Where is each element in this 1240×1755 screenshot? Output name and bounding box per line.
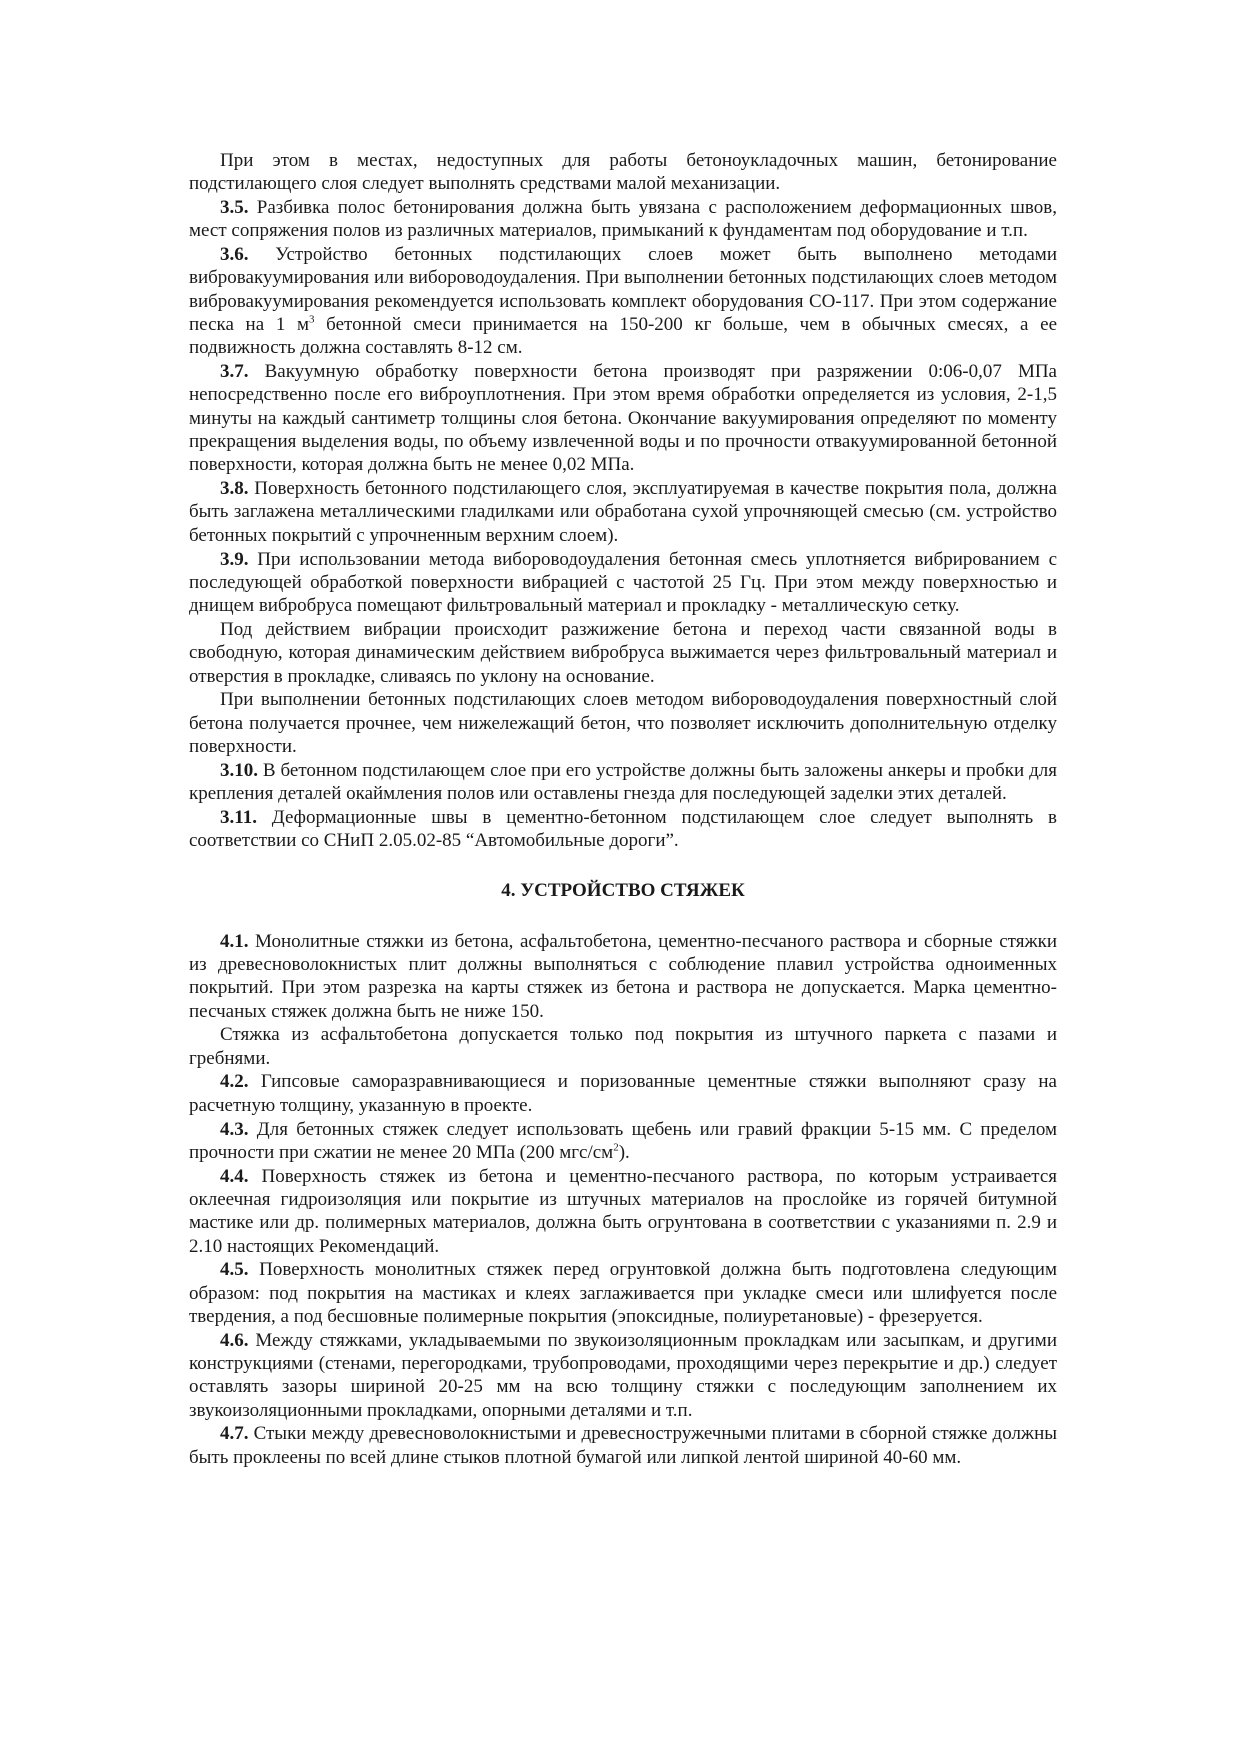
clause-text: Поверхность монолитных стяжек перед огрунтовкой должна быть подготовлена следующим образом: под покрытия на мастиках и клеях заглаживается при укладке смеси или шлифуется после твердения, а под бесшовные полимерные покрытия (эпоксидные, полиуретановые) - фрезеруется.	[189, 1259, 1057, 1327]
clause-3-7	[189, 360, 1057, 476]
clause-text: В бетонном подстилающем слое при его устройстве должны быть заложены анкеры и пробки для крепления деталей окаймления полов или оставлены гнезда для последующей заделки этих деталей.	[189, 759, 1057, 805]
clause-text: Устройство бетонных подстилающих слоев может быть выполнено методами вибровакуумирования или вибороводоудаления. При выполнении бетонных подстилающих слоев методом вибровакуумирования рекомендуется использовать комплект оборудования СО-117. При этом содержание песка на 1 м	[189, 244, 1057, 336]
clause-4-6	[189, 1329, 1057, 1422]
clause-3-5	[189, 196, 1057, 243]
clause-text: Для бетонных стяжек следует использовать щебень или гравий фракции 5-15 мм. С пределом прочности при сжатии не менее 20 МПа (200 мгс/см	[189, 1118, 1057, 1163]
clause-number: 4.7.	[220, 1423, 249, 1445]
clause-4-1	[189, 930, 1057, 1023]
clause-4-3	[189, 1118, 1057, 1165]
clause-text: Поверхность бетонного подстилающего слоя, эксплуатируемая в качестве покрытия пола, должна быть заглажена металлическими гладилками или обработана сухой упрочняющей смесью (см. устройство бетонных покрытий с упрочненным верхним слоем).	[189, 478, 1057, 546]
clause-number: 4.6.	[220, 1329, 249, 1351]
clause-text: Стыки между древесноволокнистыми и древесностружечными плитами в сборной стяжке должны быть проклеены по всей длине стыков плотной бумагой или липкой лентой шириной 40-60 мм.	[189, 1423, 1057, 1468]
clause-4-2	[189, 1070, 1057, 1117]
paragraph	[189, 149, 1057, 196]
clause-number: 4.2.	[220, 1071, 249, 1093]
clause-text: Деформационные швы в цементно-бетонном подстилающем слое следует выполнять в соответствии со СНиП 2.05.02-85 “Автомобильные дороги”.	[189, 806, 1057, 852]
clause-number: 3.6.	[220, 244, 249, 266]
clause-number: 3.9.	[220, 548, 249, 570]
clause-text: Разбивка полос бетонирования должна быть увязана с расположением деформационных швов, мест сопряжения полов из различных материалов, примыканий к фундаментам под оборудование и т.п.	[189, 197, 1057, 242]
clause-number: 3.8.	[220, 478, 249, 500]
clause-4-7	[189, 1422, 1057, 1469]
clause-number: 3.10.	[220, 759, 258, 781]
paragraph-text: При этом в местах, недоступных для работы бетоноукладочных машин, бетонирование подстилающего слоя следует выполнять средствами малой механизации.	[189, 150, 1057, 195]
clause-text: Поверхность стяжек из бетона и цементно-песчаного раствора, по которым устраивается оклеечная гидроизоляция или покрытие из штучных материалов на прослойке из горячей битумной мастике или др. полимерных материалов, должна быть огрунтована в соответствии с указаниями п. 2.9 и 2.10 настоящих Рекомендаций.	[189, 1165, 1057, 1257]
clause-number: 4.1.	[220, 930, 249, 952]
superscript: 2	[613, 1141, 619, 1154]
clause-number: 3.5.	[220, 197, 249, 219]
clause-3-9	[189, 548, 1057, 618]
clause-text: Монолитные стяжки из бетона, асфальтобетона, цементно-песчаного раствора и сборные стяжки из древесноволокнистых плит должны выполняться с соблюдение плавил устройства одноименных покрытий. При этом разрезка на карты стяжек из бетона и раствора не допускается. Марка цементно-песчаных стяжек должна быть не ниже 150.	[189, 930, 1057, 1022]
clause-number: 4.5.	[220, 1259, 249, 1281]
paragraph-text: Под действием вибрации происходит разжижение бетона и переход части связанной воды в свободную, которая динамическим действием вибробруса выжимается через фильтровальный материал и отверстия в прокладке, сливаясь по уклону на основание.	[189, 618, 1057, 687]
superscript: 3	[309, 313, 315, 326]
clause-number: 4.4.	[220, 1165, 249, 1187]
clause-3-6	[189, 243, 1057, 359]
clause-4-4	[189, 1165, 1057, 1258]
clause-3-10	[189, 759, 1057, 806]
paragraph	[189, 1023, 1057, 1070]
paragraph-text: Стяжка из асфальтобетона допускается только под покрытия из штучного паркета с пазами и гребнями.	[189, 1024, 1057, 1069]
paragraph-text: При выполнении бетонных подстилающих слоев методом вибороводоудаления поверхностный слой бетона получается прочнее, чем нижележащий бетон, что позволяет исключить дополнительную отделку поверхности.	[189, 689, 1057, 757]
section-heading: 4. УСТРОЙСТВО СТЯЖЕК	[501, 880, 745, 902]
clause-text-cont: ).	[618, 1141, 630, 1163]
clause-4-5	[189, 1258, 1057, 1328]
clause-3-8	[189, 477, 1057, 547]
paragraph	[189, 618, 1057, 688]
clause-text: При использовании метода вибороводоудаления бетонная смесь уплотняется вибрированием с последующей обработкой поверхности вибрацией с частотой 25 Гц. При этом между поверхностью и днищем вибробруса помещают фильтровальный материал и прокладку - металлическую сетку.	[189, 548, 1057, 617]
clause-text: Вакуумную обработку поверхности бетона производят при разряжении 0:06-0,07 МПа непосредственно после его виброуплотнения. При этом время обработки определяется из условия, 2-1,5 минуты на каждый сантиметр толщины слоя бетона. Окончание вакуумирования определяют по моменту прекращения выделения воды, по объему извлеченной воды и по прочности отвакуумированной бетонной поверхности, которая должна быть не менее 0,02 МПа.	[189, 361, 1057, 476]
clause-3-11	[189, 806, 1057, 853]
clause-number: 3.7.	[220, 361, 249, 383]
clause-text-cont: бетонной смеси принимается на 150-200 кг больше, чем в обычных смесях, а ее подвижность должна составлять 8-12 см.	[189, 314, 1058, 359]
clause-number: 3.11.	[220, 806, 257, 828]
clause-text: Между стяжками, укладываемыми по звукоизоляционным прокладкам или засыпкам, и другими конструкциями (стенами, перегородками, трубопроводами, проходящими через перекрытие и др.) следует оставлять зазоры шириной 20-25 мм на всю толщину стяжки с последующим заполнением их звукоизоляционными прокладками, опорными деталями и т.п.	[189, 1329, 1057, 1421]
paragraph	[189, 688, 1057, 758]
clause-text: Гипсовые саморазравнивающиеся и поризованные цементные стяжки выполняют сразу на расчетную толщину, указанную в проекте.	[189, 1071, 1057, 1116]
clause-number: 4.3.	[220, 1118, 249, 1140]
